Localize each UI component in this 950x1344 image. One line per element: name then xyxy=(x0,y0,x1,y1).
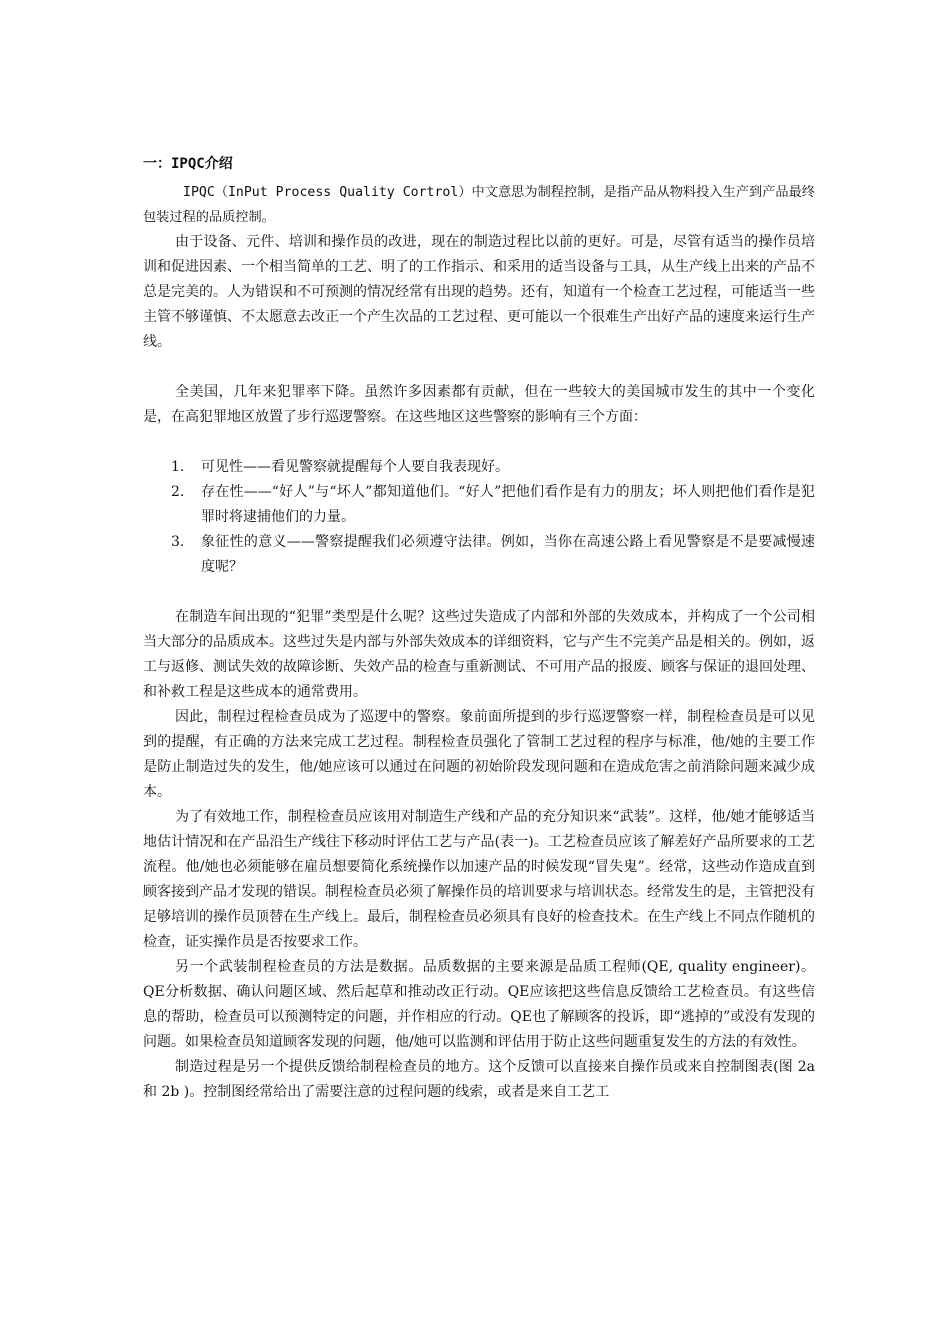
list-item xyxy=(143,480,815,530)
paragraph-6: 另一个武装制程检查员的方法是数据。品质数据的主要来源是品质工程师(QE, quality engineer)。QE分析数据、确认问题区域、然后起草和推动改正行动。QE应该把这些信息反馈给工艺检查员。有这些信息的帮助，检查员可以预测特定的问题，并作相应的行动。QE也了解顾客的投诉，即“逃掉的”或没有发现的问题。如果检查员知道顾客发现的问题，他/她可以监测和评估用于防止这些问题重复发生的方法的有效性。 xyxy=(143,959,815,1050)
paragraph-2: 全美国，几年来犯罪率下降。虽然许多因素都有贡献，但在一些较大的美国城市发生的其中一个变化是，在高犯罪地区放置了步行巡逻警察。在这些地区这些警察的影响有三个方面： xyxy=(143,384,815,425)
paragraph-3: 在制造车间出现的“犯罪”类型是什么呢？这些过失造成了内部和外部的失效成本，并构成了一个公司相当大部分的品质成本。这些过失是内部与外部失效成本的详细资料，它与产生不完美产品是相关的。例如，返工与返修、测试失效的故障诊断、失效产品的检查与重新测试、不可用产品的报废、顾客与保证的退回处理、和补救工程是这些成本的通常费用。 xyxy=(143,609,815,700)
section-heading: 一：IPQC介绍 xyxy=(143,156,233,172)
intro-paragraph: IPQC（InPut Process Quality Cortrol）中文意思为制程控制，是指产品从物料投入生产到产品最终包装过程的品质控制。 xyxy=(143,185,815,225)
influence-list xyxy=(143,455,815,580)
document-body xyxy=(143,152,815,1105)
paragraph-7: 制造过程是另一个提供反馈给制程检查员的地方。这个反馈可以直接来自操作员或来自控制图表(图 2a 和 2b )。控制图经常给出了需要注意的过程问题的线索，或者是来自工艺工 xyxy=(143,1059,815,1100)
list-item xyxy=(143,455,815,480)
list-item-text: 存在性——“好人”与“坏人”都知道他们。“好人”把他们看作是有力的朋友；坏人则把他们看作是犯罪时将逮捕他们的力量。 xyxy=(201,484,815,525)
paragraph-5: 为了有效地工作，制程检查员应该用对制造生产线和产品的充分知识来“武装”。这样，他/她才能够适当地估计情况和在产品沿生产线往下移动时评估工艺与产品(表一)。工艺检查员应该了解差好产品所要求的工艺流程。他/她也必须能够在雇员想要简化系统操作以加速产品的时候发现“冒失鬼”。经常，这些动作造成直到顾客接到产品才发现的错误。制程检查员必须了解操作员的培训要求与培训状态。经常发生的是，主管把没有足够培训的操作员顶替在生产线上。最后，制程检查员必须具有良好的检查技术。在生产线上不同点作随机的检查，证实操作员是否按要求工作。 xyxy=(143,809,815,950)
list-item-number: 1. xyxy=(171,459,185,475)
list-item-number: 3. xyxy=(171,534,185,550)
paragraph-4: 因此，制程过程检查员成为了巡逻中的警察。象前面所提到的步行巡逻警察一样，制程检查员是可以见到的提醒，有正确的方法来完成工艺过程。制程检查员强化了管制工艺过程的程序与标准，他/她的主要工作是防止制造过失的发生，他/她应该可以通过在问题的初始阶段发现问题和在造成危害之前消除问题来减少成本。 xyxy=(143,709,815,800)
list-item-number: 2. xyxy=(171,484,185,500)
paragraph-1: 由于设备、元件、培训和操作员的改进，现在的制造过程比以前的更好。可是，尽管有适当的操作员培训和促进因素、一个相当简单的工艺、明了的工作指示、和采用的适当设备与工具，从生产线上出来的产品不总是完美的。人为错误和不可预测的情况经常有出现的趋势。还有，知道有一个检查工艺过程，可能适当一些主管不够谨慎、不太愿意去改正一个产生次品的工艺过程、更可能以一个很难生产出好产品的速度来运行生产线。 xyxy=(143,234,815,350)
list-item-text: 象征性的意义——警察提醒我们必须遵守法律。例如，当你在高速公路上看见警察是不是要减慢速度呢？ xyxy=(201,534,815,575)
list-item xyxy=(143,530,815,580)
list-item-text: 可见性——看见警察就提醒每个人要自我表现好。 xyxy=(201,459,509,475)
